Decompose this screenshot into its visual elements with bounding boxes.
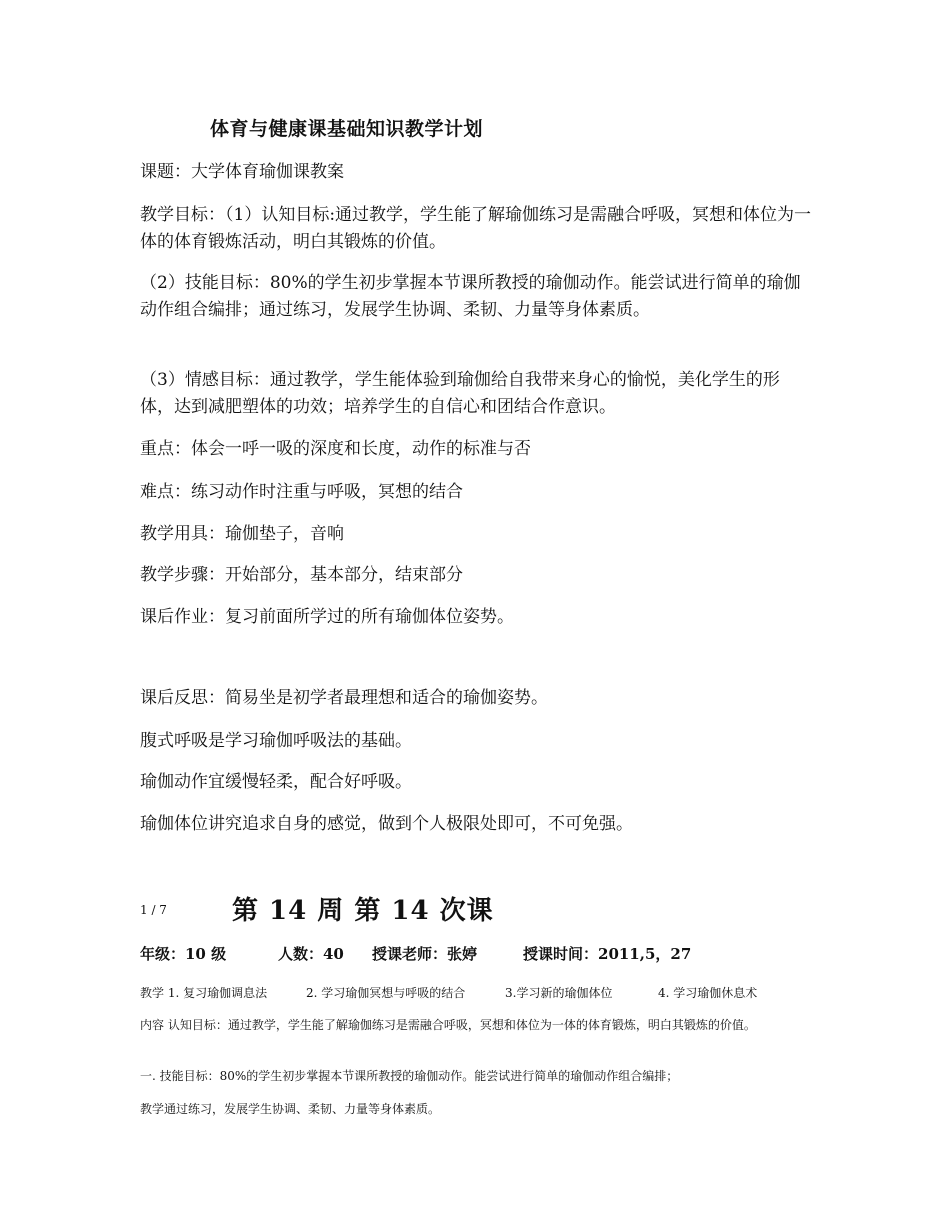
document-title: 体育与健康课基础知识教学计划 — [210, 118, 484, 140]
cognitive-objective: 教学目标：（1）认知目标:通过教学，学生能了解瑜伽练习是需融合呼吸，冥想和体位为一体的体育锻炼活动，明白其锻炼的价值。 — [140, 205, 812, 252]
lesson-topic: 课题：大学体育瑜伽课教案 — [140, 162, 344, 182]
difficult-point: 难点：练习动作时注重与呼吸，冥想的结合 — [140, 482, 463, 502]
skill-objective: （2）技能目标：80%的学生初步掌握本节课所教授的瑜伽动作。能尝试进行简单的瑜伽动作组合编排；通过练习，发展学生协调、柔韧、力量等身体素质。 — [140, 273, 801, 320]
skill-line: 一. 技能目标：80%的学生初步掌握本节课所教授的瑜伽动作。能尝试进行简单的瑜伽动作组合编排； — [140, 1069, 679, 1083]
grade-info: 年级：10 级 — [140, 945, 227, 963]
objective-item: 2. 学习瑜伽冥想与呼吸的结合 — [306, 986, 466, 1000]
reflection-line-2: 腹式呼吸是学习瑜伽呼吸法的基础。 — [140, 731, 412, 751]
teaching-line: 教学通过练习，发展学生协调、柔韧、力量等身体素质。 — [140, 1102, 441, 1116]
objective-item: 4. 学习瑜伽休息术 — [658, 986, 758, 1000]
page-number: 1 / 7 — [140, 903, 167, 917]
teaching-tools: 教学用具：瑜伽垫子，音响 — [140, 524, 344, 544]
teaching-steps: 教学步骤：开始部分，基本部分，结束部分 — [140, 565, 463, 585]
key-point: 重点：体会一呼一吸的深度和长度，动作的标准与否 — [140, 439, 531, 459]
class-time: 授课时间：2011,5，27 — [523, 945, 692, 963]
objective-item: 教学 1. 复习瑜伽调息法 — [140, 986, 268, 1000]
affective-objective: （3）情感目标：通过教学，学生能体验到瑜伽给自我带来身心的愉悦，美化学生的形体，达到减肥塑体的功效；培养学生的自信心和团结合作意识。 — [140, 370, 780, 417]
objective-item: 3.学习新的瑜伽体位 — [505, 986, 613, 1000]
homework: 课后作业：复习前面所学过的所有瑜伽体位姿势。 — [140, 607, 514, 627]
reflection: 课后反思：简易坐是初学者最理想和适合的瑜伽姿势。 — [140, 688, 548, 708]
reflection-line-4: 瑜伽体位讲究追求自身的感觉，做到个人极限处即可，不可免强。 — [140, 814, 633, 834]
content-line: 内容 认知目标：通过教学，学生能了解瑜伽练习是需融合呼吸，冥想和体位为一体的体育锻炼，明白其锻炼的价值。 — [140, 1018, 756, 1032]
reflection-line-3: 瑜伽动作宜缓慢轻柔，配合好呼吸。 — [140, 772, 412, 792]
week-heading: 第 14 周 第 14 次课 — [232, 896, 494, 926]
teacher-info: 授课老师：张婷 — [372, 945, 478, 963]
student-count: 人数：40 — [278, 945, 344, 963]
